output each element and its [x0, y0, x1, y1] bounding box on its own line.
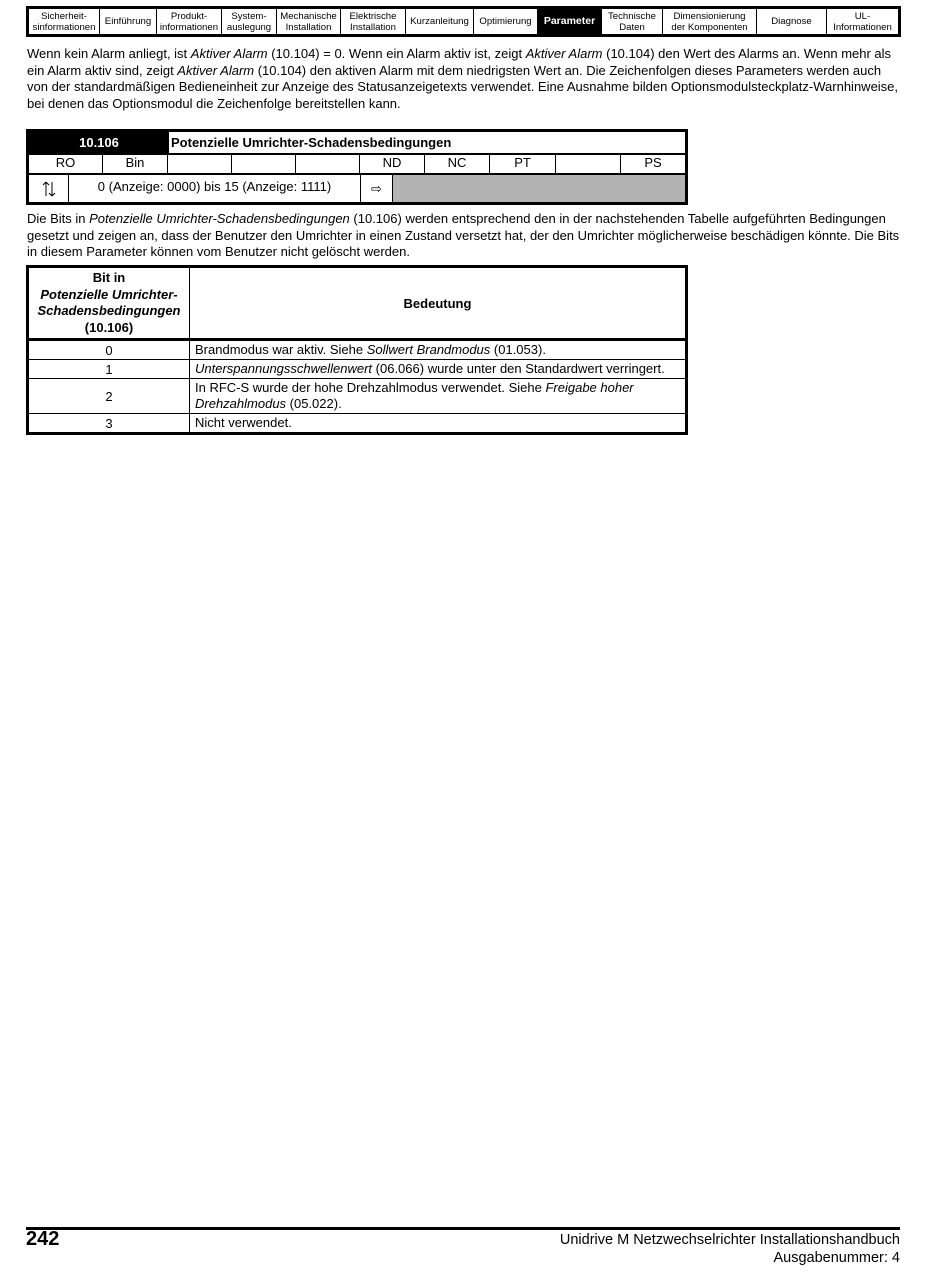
meaning-text: (01.053). [490, 342, 546, 357]
bit-icon [29, 175, 69, 202]
intro-text-1: Wenn kein Alarm anliegt, ist [27, 46, 191, 61]
meaning-text: (06.066) wurde unter den Standardwert verringert. [372, 361, 665, 376]
flag-cell [232, 155, 296, 173]
description-text-2: (10.106) werden entsprechend den in der nachstehenden Tabelle aufgeführten Bedingungen gesetzt und zeigen an, dass der Benutzer den Umrichter in einen Zustand versetzt hat, der den Umrichter möglicherweise beschädigen könnte. Die Bits in diesem Parameter können vom Benutzer nicht gelöscht werden. [27, 211, 900, 259]
description-italic: Potenzielle Umrichter-Schadensbedingungen [89, 211, 350, 226]
flag-cell: PT [490, 155, 556, 173]
nav-tab-mechanische-installation[interactable]: Mechanische Installation [277, 9, 341, 34]
flag-cell [168, 155, 232, 173]
meaning-italic: Sollwert Brandmodus [366, 342, 491, 357]
parameter-range: 0 (Anzeige: 0000) bis 15 (Anzeige: 1111) [69, 175, 361, 202]
nav-tab-elektrische-installation[interactable]: Elektrische Installation [341, 9, 406, 34]
bit-column-header [28, 267, 190, 340]
table-row [28, 340, 687, 360]
meaning-text: (05.022). [286, 396, 342, 411]
parameter-title: Potenzielle Umrichter-Schadensbedingungen [171, 135, 452, 150]
meaning-text: Nicht verwendet. [195, 415, 292, 430]
flag-cell: Bin [103, 155, 168, 173]
bit-cell: 1 [28, 360, 190, 379]
intro-italic-2: Aktiver Alarm [525, 46, 603, 61]
nav-tab-dimensionierung[interactable]: Dimensionierung der Komponenten [663, 9, 757, 34]
nav-tab-systemauslegung[interactable]: System- auslegung [222, 9, 277, 34]
flag-cell [556, 155, 621, 173]
parameter-flags-row [29, 155, 685, 175]
nav-tab-diagnose[interactable]: Diagnose [757, 9, 827, 34]
description-text-1: Die Bits in [27, 211, 90, 226]
nav-tab-ul-informationen[interactable]: UL- Informationen [833, 10, 892, 33]
intro-text-3: (10.104) den Wert des Alarms an. Wenn mehr als ein Alarm aktiv sind, zeigt [27, 46, 892, 78]
meaning-column-header: Bedeutung [190, 267, 687, 340]
bit-header-line3: (10.106) [84, 319, 134, 335]
intro-italic-1: Aktiver Alarm [190, 46, 268, 61]
meaning-cell [190, 414, 687, 434]
intro-paragraph [27, 46, 901, 112]
bit-cell: 0 [28, 340, 190, 360]
nav-tab-kurzanleitung[interactable]: Kurzanleitung [406, 9, 474, 34]
arrow-right-icon: ⇨ [361, 175, 393, 202]
parameter-box [26, 129, 688, 205]
flag-cell: RO [29, 155, 103, 173]
bit-header-line1: Bit in [92, 270, 126, 285]
page-number: 242 [26, 1228, 60, 1250]
parameter-header-row [29, 132, 685, 155]
table-row [28, 379, 687, 414]
flag-cell: ND [360, 155, 425, 173]
meaning-cell [190, 340, 687, 360]
bit-table-header-row [28, 267, 687, 340]
table-row [28, 360, 687, 379]
flag-cell [296, 155, 360, 173]
parameter-range-row [29, 175, 685, 202]
meaning-italic: Unterspannungsschwellenwert [195, 361, 373, 376]
bit-cell: 3 [28, 414, 190, 434]
document-title: Unidrive M Netzwechselrichter Installationshandbuch [559, 1232, 900, 1248]
table-row [28, 414, 687, 434]
flag-cell: PS [644, 155, 662, 170]
nav-tab-parameter[interactable]: Parameter [538, 9, 602, 34]
meaning-text: Brandmodus war aktiv. Siehe [195, 342, 367, 357]
meaning-text: In RFC-S wurde der hohe Drehzahlmodus verwendet. Siehe [195, 380, 546, 395]
nav-tab-sicherheitsinformationen[interactable]: Sicherheit- sinformationen [29, 9, 100, 34]
flag-cell: NC [425, 155, 490, 173]
parameter-number: 10.106 [29, 132, 169, 153]
section-navigation [26, 6, 901, 37]
meaning-italic: Freigabe hoher Drehzahlmodus [195, 380, 634, 411]
bit-table [26, 265, 688, 435]
description-paragraph [27, 211, 901, 261]
bit-header-italic: Potenzielle Umrichter-Schadensbedingungen [37, 286, 181, 318]
bit-icon-glyph [42, 181, 56, 197]
intro-text-4: (10.104) den aktiven Alarm mit dem niedrigsten Wert an. Die Zeichenfolgen dieses Parameters werden auch von der standardmäßigen Bedieneinheit zur Anzeige des Statusanzeigetexts verwendet. Eine Ausnahme bilden Optionsmodulsteckplatz-Warnhinweise, bei denen das Optionsmodul die Zeichenfolge bereitstellen kann. [27, 62, 899, 111]
nav-tab-optimierung[interactable]: Optimierung [474, 9, 538, 34]
meaning-cell [190, 379, 687, 414]
bit-cell: 2 [28, 379, 190, 414]
intro-italic-3: Aktiver Alarm [177, 62, 255, 78]
nav-tab-einfuehrung[interactable]: Einführung [100, 9, 157, 34]
nav-tab-technische-daten[interactable]: Technische Daten [602, 9, 663, 34]
intro-text-2: (10.104) = 0. Wenn ein Alarm aktiv ist, zeigt [267, 46, 526, 61]
issue-number: Ausgabenummer: 4 [773, 1250, 900, 1266]
footer-rule [26, 1227, 900, 1230]
meaning-cell [190, 360, 687, 379]
default-value-cell [393, 175, 685, 202]
nav-tab-produktinformationen[interactable]: Produkt- informationen [157, 9, 222, 34]
